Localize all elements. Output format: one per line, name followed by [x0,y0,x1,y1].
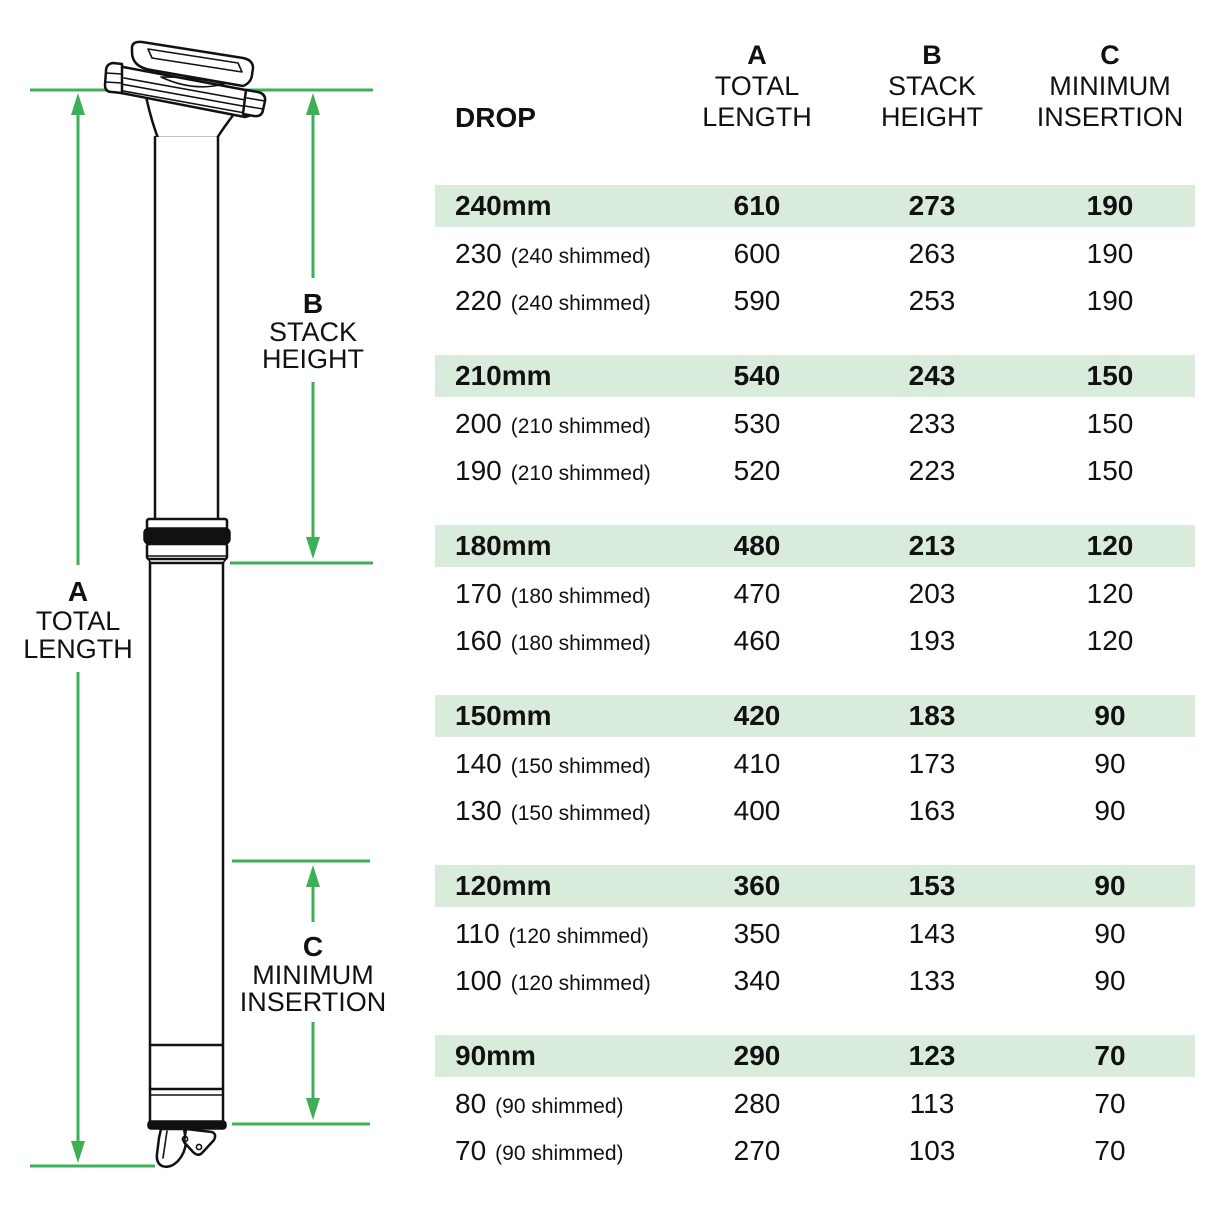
stack-height-value: 153 [908,870,956,901]
label-b-line2: HEIGHT [261,344,365,374]
shim-note: (120 shimmed) [508,924,649,948]
table-row [435,957,1195,1004]
label-a-line2: LENGTH [23,634,133,664]
drop-value: 80 [455,1087,487,1119]
table-header [435,40,1195,133]
total-length-value: 340 [733,964,781,996]
drop-cell [435,408,675,440]
drop-value: 70 [455,1134,487,1166]
column-header-stack-height: B STACK HEIGHT [880,40,983,132]
column-header-min-insertion: C MINIMUM INSERTION [1036,40,1184,132]
min-insertion-value: 190 [1086,190,1134,221]
stack-height-value: 113 [909,1087,955,1119]
drop-cell [435,870,675,902]
shim-note: (90 shimmed) [495,1094,624,1118]
shim-note: (180 shimmed) [510,631,651,655]
drop-value: 110 [455,917,500,949]
stack-height-value: 243 [908,360,956,391]
seatpost-dimension-diagram [0,0,435,1214]
drop-cell [435,530,675,562]
drop-cell [435,965,675,997]
drop-cell [435,918,675,950]
stack-height-value: 183 [908,700,956,731]
stack-height-value: 133 [908,964,956,996]
total-length-value: 520 [733,454,781,486]
drop-value: 240mm [455,190,552,221]
stack-height-value: 103 [908,1134,956,1166]
total-length-value: 610 [733,190,781,221]
table-row [435,230,1195,277]
stack-height-value: 193 [908,624,956,656]
total-length-value: 480 [733,530,781,561]
min-insertion-value: 190 [1086,284,1134,316]
table-row [435,910,1195,957]
drop-value: 190 [455,454,502,486]
total-length-value: 280 [733,1087,781,1119]
total-length-value: 400 [733,794,781,826]
table-row [435,617,1195,664]
min-insertion-value: 90 [1094,700,1126,731]
drop-value: 100 [455,964,502,996]
spec-group-180 [435,525,1195,664]
min-insertion-value: 70 [1094,1134,1126,1166]
total-length-value: 590 [733,284,781,316]
drop-value: 170 [455,577,502,609]
spec-group-150 [435,695,1195,834]
stack-height-value: 143 [908,917,956,949]
total-length-value: 270 [733,1134,781,1166]
drop-value: 130 [455,794,502,826]
stack-height-value: 273 [908,190,956,221]
table-row [435,355,1195,397]
spec-group-240 [435,185,1195,324]
drop-cell [435,795,675,827]
table-row [435,400,1195,447]
label-a-line1: TOTAL [35,606,121,636]
min-insertion-value: 150 [1086,360,1134,391]
table-row [435,787,1195,834]
shim-note: (90 shimmed) [495,1141,624,1165]
drop-cell [435,360,675,392]
drop-value: 200 [455,407,502,439]
min-insertion-value: 70 [1094,1040,1126,1071]
total-length-value: 290 [733,1040,781,1071]
drop-value: 120mm [455,870,552,901]
label-b-line1: STACK [268,317,358,347]
label-b-letter: B [302,288,324,319]
total-length-value: 540 [733,360,781,391]
drop-value: 90mm [455,1040,536,1071]
table-row [435,1035,1195,1077]
label-a-letter: A [67,576,89,607]
drop-cell [435,285,675,317]
column-header-total-length: A TOTAL LENGTH [702,40,812,132]
drop-value: 210mm [455,360,552,391]
drop-cell [435,1040,675,1072]
drop-value: 180mm [455,530,552,561]
stack-height-value: 203 [908,577,956,609]
min-insertion-value: 90 [1094,964,1126,996]
spec-group-120 [435,865,1195,1004]
drop-value: 140 [455,747,502,779]
min-insertion-value: 190 [1086,237,1134,269]
table-row [435,740,1195,787]
table-row [435,277,1195,324]
stack-height-value: 263 [908,237,956,269]
shim-note: (180 shimmed) [510,584,651,608]
drop-cell [435,190,675,222]
total-length-value: 600 [733,237,781,269]
stack-height-value: 223 [908,454,956,486]
drop-value: 220 [455,284,502,316]
drop-cell [435,1088,675,1120]
total-length-value: 350 [733,917,781,949]
label-c-letter: C [302,931,324,962]
total-length-value: 410 [733,747,781,779]
drop-cell [435,238,675,270]
stack-height-value: 213 [908,530,956,561]
total-length-value: 470 [733,577,781,609]
stack-height-value: 163 [908,794,956,826]
stack-height-value: 233 [908,407,956,439]
stack-height-value: 123 [908,1040,956,1071]
drop-cell [435,455,675,487]
table-row [435,1127,1195,1174]
drop-cell [435,1135,675,1167]
min-insertion-value: 120 [1086,624,1134,656]
min-insertion-value: 90 [1094,917,1126,949]
stack-height-value: 173 [908,747,956,779]
shim-note: (150 shimmed) [510,801,651,825]
min-insertion-value: 150 [1086,454,1134,486]
shim-note: (240 shimmed) [510,244,651,268]
min-insertion-value: 120 [1086,530,1134,561]
shim-note: (240 shimmed) [510,291,651,315]
label-c-line1: MINIMUM [252,960,374,990]
min-insertion-value: 90 [1094,747,1126,779]
drop-cell [435,748,675,780]
table-row [435,865,1195,907]
drop-cell [435,700,675,732]
label-c-line2: INSERTION [239,987,387,1017]
total-length-value: 420 [733,700,781,731]
shim-note: (210 shimmed) [510,414,651,438]
table-row [435,1080,1195,1127]
table-row [435,695,1195,737]
total-length-value: 530 [733,407,781,439]
spec-table [435,185,1195,1205]
spec-group-210 [435,355,1195,494]
min-insertion-value: 90 [1094,870,1126,901]
table-row [435,185,1195,227]
min-insertion-value: 150 [1086,407,1134,439]
shim-note: (210 shimmed) [510,461,651,485]
drop-cell [435,578,675,610]
shim-note: (120 shimmed) [510,971,651,995]
drop-cell [435,625,675,657]
min-insertion-value: 90 [1094,794,1126,826]
min-insertion-value: 120 [1086,577,1134,609]
drop-value: 230 [455,237,502,269]
stack-height-value: 253 [908,284,956,316]
column-header-drop: DROP [455,102,536,133]
drop-value: 150mm [455,700,552,731]
table-row [435,570,1195,617]
total-length-value: 360 [733,870,781,901]
total-length-value: 460 [733,624,781,656]
min-insertion-value: 70 [1094,1087,1126,1119]
shim-note: (150 shimmed) [510,754,651,778]
spec-group-90 [435,1035,1195,1174]
drop-value: 160 [455,624,502,656]
table-row [435,525,1195,567]
table-row [435,447,1195,494]
